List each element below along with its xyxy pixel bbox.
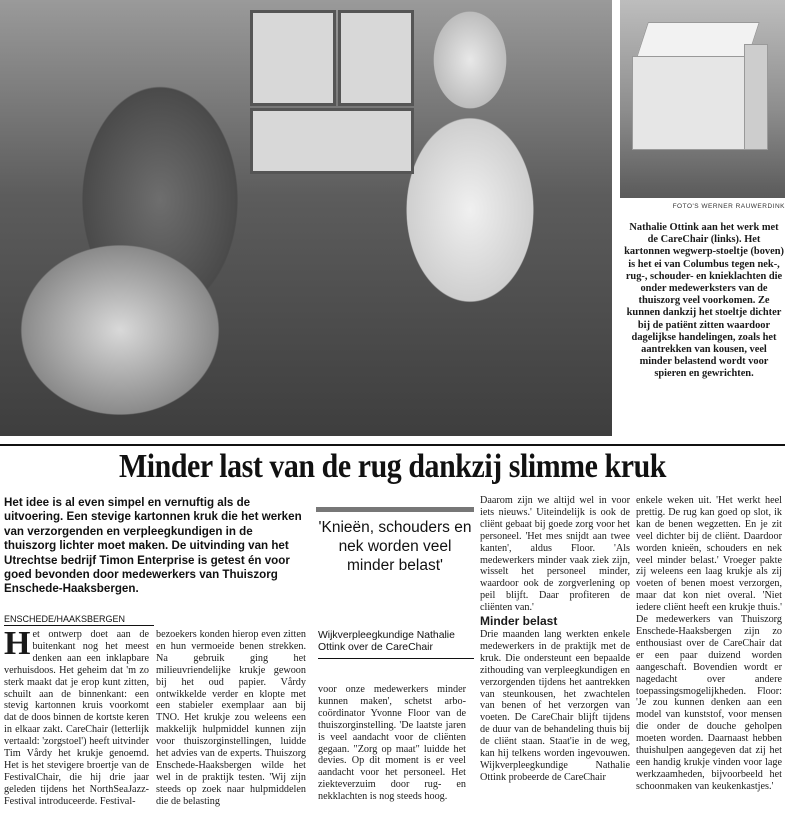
main-photo <box>0 0 612 436</box>
photo-caption: Nathalie Ottink aan het werk met de CareChair (links). Het kartonnen wegwerp-stoeltje (boven) is het ei van Columbus tegen nek-, rug-, schouder- en knieklachten die onder medewerksters van de thuiszorg veel voorkomen. Ze kunnen dankzij het stoeltje dichter bij de patiënt zitten waardoor dagelijkse handelingen, zoals het aantrekken van kousen, veel minder belastend wordt voor spieren en gewrichten. <box>624 222 784 380</box>
article-column-4 <box>480 495 630 784</box>
column-2-text: bezoekers konden hierop even zitten en hun vermoeide benen strekken. Na gebruik ging het milieuvriendelijke krukje gewoon bij het oud papier. Vårdy ontwikkelde verder en klopte met een stabieler exemplaar aan bij TNO. Het krukje zou weleens een makkelijk hulpmiddel kunnen zijn voor thuiszorginstellingen, luidde het advies van de experts. Thuiszorg Enschede-Haaksbergen wilde het wel in de praktijk testen. 'Wij zijn steeds op zoek naar hulpmiddelen die de belasting <box>156 629 306 807</box>
column-4-text-a: Daarom zijn we altijd wel in voor iets nieuws.' Uiteindelijk is ook de cliënt gebaat bij goede zorg voor het personeel. 'Het mes snijdt aan twee kanten', aldus Floor. 'Als medewerkers minder vaak ziek zijn, wisselt het personeel minder, waardoor ook de zorgverlening op peil blijft. Daar profiteren de cliënten van.' <box>480 495 630 614</box>
window-pane <box>250 10 336 106</box>
pull-quote-attribution: Wijkverpleegkundige Nathalie Ottink over de CareChair <box>318 630 474 659</box>
intro-paragraph: Het idee is al even simpel en vernuftig als de uitvoering. Een stevige kartonnen kruk die het werken van verzorgenden en verpleegkundigen in de thuiszorg lichter moet maken. De uitvinding van het Utrechtse bedrijf Timon Enterprise is getest én voor goed bevonden door medewerkers van Thuiszorg Enschede-Haaksbergen. <box>4 496 302 596</box>
column-4-text-b: Drie maanden lang werkten enkele medewerkers in de praktijk met de kruk. Die ondersteunt een bepaalde zithouding van verpleegkundigen en verzorgenden tijdens het aantrekken van steunkousen, het zwachtelen van benen of het verzorgen van voeten. De CareChair blijft tijdens de duur van de behandeling thuis bij de cliënt staan. Staat'ie in de weg, kan hij telkens worden ingevouwen. Wijkverpleegkundige Nathalie Ottink probeerde de CareChair <box>480 628 630 783</box>
photo-credit: FOTO'S WERNER RAUWERDINK <box>672 203 785 210</box>
headline: Minder last van de rug dankzij slimme kruk <box>118 448 667 485</box>
window-pane <box>250 108 414 174</box>
dateline: ENSCHEDE/HAAKSBERGEN <box>4 614 154 626</box>
subheading: Minder belast <box>480 614 558 629</box>
box-front <box>632 56 746 150</box>
article-column-3 <box>318 684 466 803</box>
article-column-2 <box>156 629 306 808</box>
dropcap: H <box>4 625 31 662</box>
box-top <box>636 22 760 58</box>
carechair-photo <box>620 0 785 198</box>
pull-quote: 'Knieën, schouders en nek worden veel minder belast' <box>316 507 474 575</box>
column-5-text: enkele weken uit. 'Het werkt heel prettig. De rug kan goed op slot, ik kan de benen wegzetten. En je zit veel dichter bij de cliënt. Daardoor worden knieën, schouders en nek veel minder belast.' Vroeger pakte zij weleens een laag krukje als zij voeten of benen moest verzorgen, maar dat kon niet overal. 'Niet iedere cliënt heeft een krukje thuis.' De medewerkers van Thuiszorg Enschede-Haaksbergen zijn zo enthousiast over de CareChair dat er een paar duizend worden aangeschaft. Bovendien wordt er nagedacht over andere toepassingsmogelijkheden. Floor: 'Je zou kunnen denken aan een model van kunststof, voor mensen die onder de douche geholpen moeten worden. Daarnaast hebben thuishulpen aangegeven dat zij het een handig krukje vinden voor lage werkzaamheden, bijvoorbeeld het schoonmaken van keukenkastjes.' <box>636 495 782 792</box>
column-1-text: et ontwerp doet aan de buitenkant nog het meest denken aan een inklapbare verhuisdoos. Het geheim dat 'm zo sterk maakt dat je erop kunt zitten, schuilt aan de binnenkant: een stevig kartonnen kruis voorkomt dat de doos binnen de kortste keren in elkaar zakt. CareChair (letterlijk vertaald: 'zorgstoel') heeft uitvinder Tim Vårdy het krukje genoemd. Het is het stevigere broertje van de FestivalChair, die hij drie jaar geleden tijdens het NorthSeaJazz-Festival introduceerde. Festival- <box>4 629 149 807</box>
box-side <box>744 44 768 150</box>
article-column-5 <box>636 495 782 793</box>
window-pane <box>338 10 414 106</box>
article-column-1 <box>4 625 149 808</box>
column-3-text: voor onze medewerkers minder kunnen maken', schetst arbo-coördinator Yvonne Floor van de thuiszorginstelling. 'De laatste jaren is veel aandacht voor de cliënten gegaan. "Zorg op maat" luidde het devies. Op dit moment is er veel aandacht voor het personeel. Het ziekteverzuim door rug- en nekklachten is nog steeds hoog. <box>318 684 466 803</box>
